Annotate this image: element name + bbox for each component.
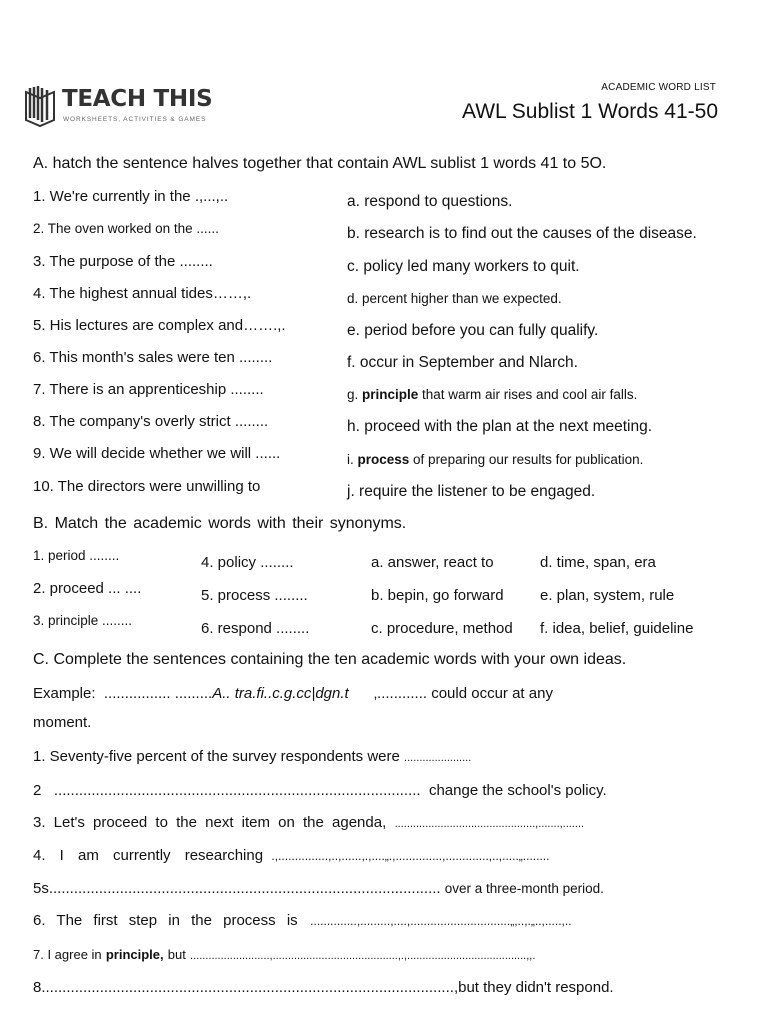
a-left-8: 8. The company's overly strict ........ — [33, 413, 269, 430]
teachthis-logo — [22, 84, 222, 130]
section-a-instruction: A. hatch the sentence halves together that contain AWL sublist 1 words 41 to 5O. — [33, 155, 607, 172]
a-right-j: j. require the listener to be engaged. — [347, 483, 596, 500]
a-right-a: a. respond to questions. — [347, 193, 513, 210]
example-line: Example: ................ .........A.. tra.fi..c.g.cc|dgn.t ‚............ could occur at any — [33, 685, 553, 702]
b-word-2: 2. proceed ... .... — [33, 580, 142, 597]
b-syn-d: d. time, span, era — [540, 554, 656, 571]
a-right-c: c. policy led many workers to quit. — [347, 258, 580, 275]
b-word-1: 1. period ........ — [33, 548, 120, 563]
c-line-3: 3. Let's proceed to the next item on the agenda, ..............................................,.......,....... — [33, 814, 585, 831]
a-left-5: 5. His lectures are complex and…….,. — [33, 317, 286, 334]
a-right-g: g. principle that warm air rises and cool air falls. — [347, 387, 638, 402]
c-line-7: 7. I agree in principle, but ..........................,.........................................,.,.......................................,,. — [33, 947, 536, 962]
a-left-7: 7. There is an apprenticeship ........ — [33, 381, 264, 398]
b-word-4: 4. policy ........ — [201, 554, 294, 571]
b-syn-c: c. procedure, method — [371, 620, 513, 637]
a-left-1: 1. We're currently in the .,...,.. — [33, 188, 229, 205]
a-right-e: e. period before you can fully qualify. — [347, 322, 599, 339]
list-label: ACADEMIC WORD LIST — [601, 82, 716, 93]
a-left-4: 4. The highest annual tides……,. — [33, 285, 252, 302]
page-title: AWL Sublist 1 Words 41-50 — [462, 100, 718, 123]
book-logo-icon — [22, 84, 60, 128]
a-right-h: h. proceed with the plan at the next meeting. — [347, 418, 653, 435]
b-word-6: 6. respond ........ — [201, 620, 310, 637]
c-line-5: 5s.............................................................................................. over a three-month period. — [33, 880, 604, 897]
a-left-10: 10. The directors were unwilling to — [33, 478, 261, 495]
c-line-1: 1. Seventy-five percent of the survey respondents were ...................... — [33, 748, 472, 765]
a-left-2: 2. The oven worked on the ...... — [33, 221, 219, 236]
logo-name: TEACH THIS — [62, 86, 213, 112]
a-right-b: b. research is to find out the causes of the disease. — [347, 225, 697, 242]
example-line-cont: moment. — [33, 714, 92, 731]
b-syn-f: f. idea, belief, guideline — [540, 620, 694, 637]
a-left-6: 6. This month's sales were ten ........ — [33, 349, 273, 366]
b-syn-e: e. plan, system, rule — [540, 587, 675, 604]
c-line-8: 8...................................................................................................,but they didn't respond. — [33, 979, 614, 996]
section-b-instruction: B. Match the academic words with their synonyms. — [33, 515, 407, 532]
c-line-6: 6. The first step in the process is ..............,.........,....,..............................„,..,.„..,.....,.. — [33, 912, 572, 929]
a-left-9: 9. We will decide whether we will ...... — [33, 445, 281, 462]
a-right-d: d. percent higher than we expected. — [347, 291, 562, 306]
a-right-i: i. process of preparing our results for publication. — [347, 452, 644, 467]
b-syn-a: a. answer, react to — [371, 554, 494, 571]
b-syn-b: b. bepin, go forward — [371, 587, 504, 604]
a-right-f: f. occur in September and Nlarch. — [347, 354, 578, 371]
b-word-3: 3. principle ........ — [33, 613, 133, 628]
a-left-3: 3. The purpose of the ........ — [33, 253, 213, 270]
b-word-5: 5. process ........ — [201, 587, 308, 604]
section-c-instruction: C. Complete the sentences containing the ten academic words with your own ideas. — [33, 651, 627, 668]
c-line-2: 2 ........................................................................................ change the school's policy. — [33, 782, 607, 799]
c-line-4: 4. I am currently researching .,...............,..,......,.,....„.,..............,.............,..,.....„........ — [33, 847, 550, 864]
logo-tagline: WORKSHEETS, ACTIVITIES & GAMES — [63, 116, 207, 123]
